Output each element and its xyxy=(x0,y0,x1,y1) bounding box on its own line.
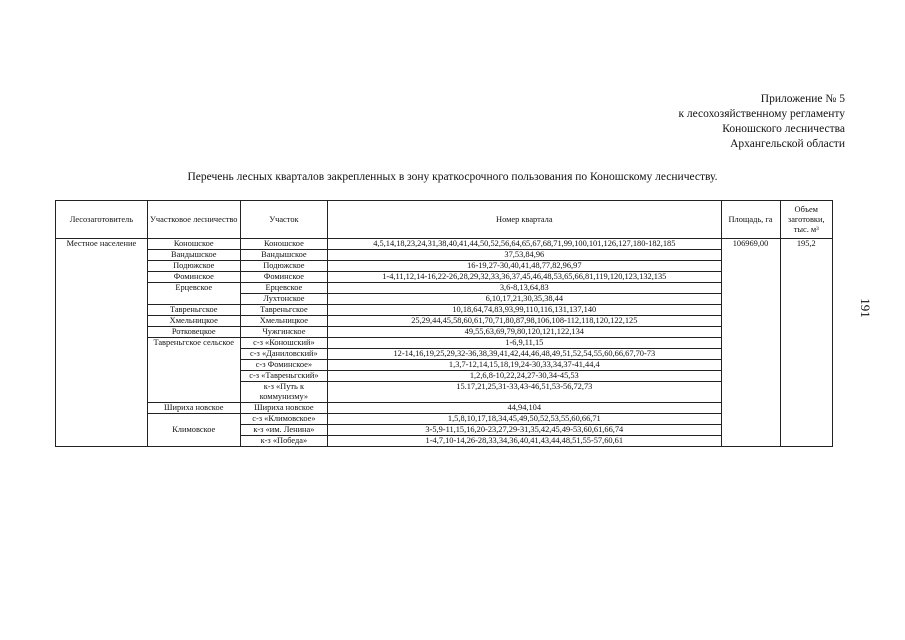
table-row xyxy=(56,272,833,283)
appendix-line-1: Приложение № 5 xyxy=(760,93,845,105)
table-row xyxy=(56,338,833,349)
cell-section: Коношское xyxy=(240,239,327,250)
cell-quarters: 4,5,14,18,23,24,31,38,40,41,44,50,52,56,64,65,67,68,71,99,100,101,126,127,180-182,185 xyxy=(328,239,721,250)
cell-section: к-з «Путь к коммунизму» xyxy=(240,382,327,403)
header-forestry: Участковое лесничество xyxy=(147,201,240,239)
cell-section: Чужгинское xyxy=(240,327,327,338)
table-row xyxy=(56,283,833,294)
cell-section: Лухтонское xyxy=(240,294,327,305)
table-header-row xyxy=(56,201,833,239)
cell-forestry: Подюжское xyxy=(147,261,240,272)
cell-section: Тавреньгское xyxy=(240,305,327,316)
cell-forestry: Тавреньгское xyxy=(147,305,240,316)
cell-quarters: 49,55,63,69,79,80,120,121,122,134 xyxy=(328,327,721,338)
cell-section: Ерцевское xyxy=(240,283,327,294)
cell-forestry: Вандышское xyxy=(147,250,240,261)
cell-forestry: Хмельницкое xyxy=(147,316,240,327)
appendix-line-4: Архангельской области xyxy=(730,138,845,150)
cell-forestry: Ротковецкое xyxy=(147,327,240,338)
cell-quarters: 1,2,6,8-10,22,24,27-30,34-45,53 xyxy=(328,371,721,382)
cell-section: с-з «Коношский» xyxy=(240,338,327,349)
page-number: 191 xyxy=(857,298,873,318)
table-row xyxy=(56,261,833,272)
header-volume: Объем заготовки, тыс. м³ xyxy=(780,201,833,239)
cell-section: с-з «Тавреньгский» xyxy=(240,371,327,382)
cell-quarters: 1,3,7-12,14,15,18,19,24-30,33,34,37-41,44,4 xyxy=(328,360,721,371)
cell-section: Вандышское xyxy=(240,250,327,261)
cell-quarters: 1-4,7,10-14,26-28,33,34,36,40,41,43,44,48,51,55-57,60,61 xyxy=(328,436,721,447)
cell-quarters: 6,10,17,21,30,35,38,44 xyxy=(328,294,721,305)
cell-quarters: 37,53,84,96 xyxy=(328,250,721,261)
appendix-line-2: к лесохозяйственному регламенту xyxy=(678,108,845,120)
cell-section: к-з «им. Ленина» xyxy=(240,425,327,436)
cell-quarters: 16-19,27-30,40,41,48,77,82,96,97 xyxy=(328,261,721,272)
cell-quarters: 3-5,9-11,15,16,20-23,27,29-31,35,42,45,49-53,60,61,66,74 xyxy=(328,425,721,436)
cell-section: с-з Фоминское» xyxy=(240,360,327,371)
header-area: Площадь, га xyxy=(721,201,780,239)
cell-quarters: 1-4,11,12,14-16,22-26,28,29,32,33,36,37,45,46,48,53,65,66,81,119,120,123,132,135 xyxy=(328,272,721,283)
table-row xyxy=(56,250,833,261)
quarters-table xyxy=(55,200,833,447)
cell-section: Фоминское xyxy=(240,272,327,283)
cell-quarters: 15.17,21,25,31-33,43-46,51,53-56,72,73 xyxy=(328,382,721,403)
cell-quarters: 12-14,16,19,25,29,32-36,38,39,41,42,44,46,48,49,51,52,54,55,60,66,67,70-73 xyxy=(328,349,721,360)
cell-section: к-з «Победа» xyxy=(240,436,327,447)
cell-volume: 195,2 xyxy=(780,239,833,447)
header-quarters: Номер квартала xyxy=(328,201,721,239)
cell-forestry: Коношское xyxy=(147,239,240,250)
cell-forestry: Шириха новское xyxy=(147,403,240,414)
cell-section: Подюжское xyxy=(240,261,327,272)
cell-quarters: 1,5,8,10,17,18,34,45,49,50,52,53,55,60,66,71 xyxy=(328,414,721,425)
header-user: Лесозаготовитель xyxy=(56,201,148,239)
cell-area: 106969,00 xyxy=(721,239,780,447)
cell-forestry: Тавреньгское сельское xyxy=(147,338,240,403)
cell-quarters: 10,18,64,74,83,93,99,110,116,131,137,140 xyxy=(328,305,721,316)
cell-section: с-з «Климовское» xyxy=(240,414,327,425)
cell-quarters: 25,29,44,45,58,60,61,70,71,80,87,98,106,108-112,118,120,122,125 xyxy=(328,316,721,327)
appendix-line-3: Коношского лесничества xyxy=(722,123,845,135)
cell-quarters: 3,6-8,13,64,83 xyxy=(328,283,721,294)
table-row xyxy=(56,327,833,338)
table-row xyxy=(56,239,833,250)
cell-section: с-з «Даниловский» xyxy=(240,349,327,360)
cell-forestry: Ерцевское xyxy=(147,283,240,305)
header-section: Участок xyxy=(240,201,327,239)
table-row xyxy=(56,414,833,425)
cell-forestry: Климовское xyxy=(147,414,240,447)
table-row xyxy=(56,403,833,414)
table-row xyxy=(56,305,833,316)
appendix-block xyxy=(678,92,845,152)
cell-user: Местное население xyxy=(56,239,148,447)
cell-forestry: Фоминское xyxy=(147,272,240,283)
cell-quarters: 44,94,104 xyxy=(328,403,721,414)
cell-quarters: 1-6,9,11,15 xyxy=(328,338,721,349)
table-row xyxy=(56,316,833,327)
cell-section: Хмельницкое xyxy=(240,316,327,327)
cell-section: Шириха новское xyxy=(240,403,327,414)
document-title: Перечень лесных кварталов закрепленных в зону краткосрочного пользования по Коношскому лесничеству. xyxy=(187,171,718,183)
